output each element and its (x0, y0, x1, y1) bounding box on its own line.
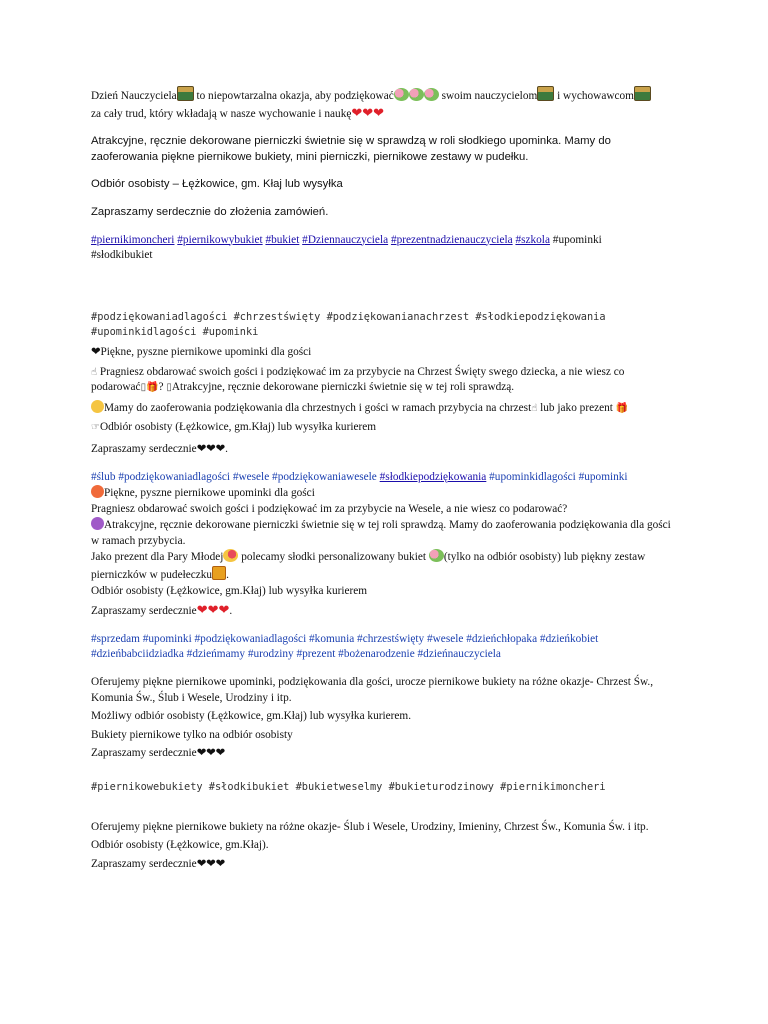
teacher-emoji-icon (537, 86, 554, 101)
s3-hashtags (91, 470, 676, 486)
s5-line-1: Oferujemy piękne piernikowe bukiety na różne okazje- Ślub i Wesele, Urodziny, Imieniny, Chrzest Św., Komunia Św. i itp. (91, 820, 649, 833)
s3-line-1 (91, 485, 676, 502)
hashtags-line-1 (91, 233, 676, 264)
couple-kiss-emoji-icon (223, 549, 238, 562)
s2-line-4 (91, 420, 676, 436)
heart-icon: ❤ (91, 345, 101, 358)
hand-icon: ☝ (91, 366, 98, 378)
hashtags-mono-1: #podziękowaniadlagości #chrzestświęty #podziękowanianachrzest #słodkiepodziękowania #upominkidlagości #upominki (91, 310, 606, 339)
paragraph-pickup: Odbiór osobisty – Łężkowice, gm. Kłaj lub wysyłka (91, 178, 343, 191)
text: . (226, 569, 229, 582)
text: Odbiór osobisty (Łężkowice, gm.Kłaj) lub wysyłka kurierem (99, 421, 377, 434)
hashtag-text: #podziękowaniadlagości (118, 470, 230, 483)
s3-line-4 (91, 549, 676, 583)
red-hearts-icon: ❤❤❤ (351, 104, 385, 120)
text: za cały trud, który wkładają w nasze wychowanie i naukę (91, 107, 352, 120)
text: . (225, 442, 228, 455)
black-hearts-icon: ❤❤❤ (196, 857, 226, 870)
s2-line-2 (91, 365, 676, 396)
s3-line-3 (91, 517, 676, 549)
bouquet-emoji-icon (429, 549, 444, 562)
gift-symbol-icon: 🎁 (615, 402, 629, 414)
s3-line-6 (91, 602, 676, 620)
box-symbol-icon: ▯ (140, 382, 147, 394)
hashtags-mono-2: #piernikowebukiety #słodkibukiet #bukietweselmy #bukieturodzinowy #piernikimoncheri (91, 781, 606, 793)
text: ? (158, 381, 167, 394)
gift-symbol-icon: 🎁 (146, 382, 159, 394)
text: Piękne, pyszne piernikowe upominki dla gości (100, 345, 312, 358)
text: Atrakcyjne, ręcznie dekorowane pierniczki świetnie się w tej roli sprawdzą. (171, 381, 515, 394)
paragraph-teachers-day (91, 86, 676, 122)
hashtag-text: #upominki (552, 233, 602, 246)
hashtag-text: #wesele (232, 470, 270, 483)
hashtag-text: #upominki (578, 470, 628, 483)
text: swoim nauczycielom (438, 90, 538, 102)
flower-emoji-icon (424, 88, 439, 101)
hashtag-link[interactable]: #piernikowybukiet (177, 233, 263, 246)
hashtag-link[interactable]: #prezentnadzienauczyciela (390, 233, 513, 246)
s2-line-5 (91, 442, 676, 458)
teacher-emoji-icon (634, 86, 651, 101)
s2-line-3 (91, 400, 676, 417)
text: Zapraszamy serdecznie (91, 605, 197, 618)
text: lub jako prezent (537, 401, 616, 414)
s4-line-4 (91, 746, 676, 762)
s3-line-5: Odbiór osobisty (Łężkowice, gm.Kłaj) lub wysyłka kurierem (91, 584, 368, 597)
text: . (229, 605, 233, 618)
text: Dzień Nauczyciela (91, 90, 177, 102)
s4-line-1: Oferujemy piękne piernikowe upominki, podziękowania dla gości, urocze piernikowe bukiety na różne okazje- Chrzest Św., Komunia Św., Ślub i Wesele, Urodziny i itp. (91, 676, 654, 704)
hashtag-link[interactable]: #Dziennauczyciela (302, 233, 389, 246)
hashtag-text: #ślub (91, 470, 116, 483)
hashtag-link[interactable]: #piernikimoncheri (91, 233, 175, 246)
text: Pragniesz obdarować swoich gości i podziękować im za przybycie na Chrzest Święty swego dziecka, a nie wiesz co podarować (91, 365, 625, 394)
paragraph-invite: Zapraszamy serdecznie do złożenia zamówień. (91, 205, 329, 218)
text: Piękne, pyszne piernikowe upominki dla gości (104, 487, 315, 500)
s3-line-2: Pragniesz obdarować swoich gości i podziękować im za przybycie na Wesele, a nie wiesz co podarować? (91, 502, 568, 515)
text: to niepowtarzalna okazja, aby podziękować (193, 90, 394, 102)
hashtag-link[interactable]: #szkola (515, 233, 550, 246)
hashtag-link[interactable]: #słodkiepodziękowania (379, 470, 487, 483)
hashtag-text: #słodkibukiet (91, 249, 153, 262)
teacher-emoji-icon (177, 86, 194, 101)
flower-emoji-icon (409, 88, 424, 101)
hashtag-link[interactable]: #bukiet (265, 233, 300, 246)
text: Zapraszamy serdecznie (91, 442, 197, 455)
s4-hashtags: #sprzedam #upominki #podziękowaniadlagości #komunia #chrzestświęty #wesele #dzieńchłopaka #dzieńkobiet #dzieńbabciidziadka #dzieńmamy #urodziny #prezent #bożenarodzenie #dzieńnauczyciela (91, 632, 599, 661)
smiling-devil-emoji-icon (91, 517, 104, 530)
hashtag-text: #upominkidlagości (489, 470, 576, 483)
s4-line-2: Możliwy odbiór osobisty (Łężkowice, gm.Kłaj) lub wysyłka kurierem. (91, 710, 412, 723)
text: Atrakcyjne, ręcznie dekorowane pierniczki świetnie się w tej roli sprawdzą. Mamy do zaoferowania podziękowania dla gości w ramach przybycia. (91, 519, 671, 547)
gift-emoji-icon (212, 566, 226, 580)
pointer-icon: ☞ (91, 422, 100, 434)
text: Zapraszamy serdecznie (91, 857, 197, 870)
black-hearts-icon: ❤❤❤ (196, 747, 226, 760)
s2-line-1 (91, 345, 676, 361)
box-symbol-icon: ▯ (166, 382, 172, 394)
text: i wychowawcom (554, 90, 634, 102)
s4-line-3: Bukiety piernikowe tylko na odbiór osobisty (91, 728, 293, 741)
black-hearts-icon: ❤❤❤ (196, 442, 226, 455)
heart-eyes-emoji-icon (91, 485, 104, 498)
text: Mamy do zaoferowania podziękowania dla chrzestnych i gości w ramach przybycia na chrzest (104, 401, 532, 414)
text: (tylko na odbiór osobisty) lub piękny zestaw pierniczków w pudełeczku (91, 551, 646, 582)
smile-emoji-icon (91, 400, 104, 413)
text: Jako prezent dla Pary Młodej (91, 551, 224, 564)
s5-line-3 (91, 857, 676, 873)
s5-line-2: Odbiór osobisty (Łężkowice, gm.Kłaj). (91, 839, 269, 852)
paragraph-offer: Atrakcyjne, ręcznie dekorowane pierniczki świetnie się w sprawdzą w roli słodkiego upominka. Mamy do zaoferowania piękne piernikowe bukiety, mini pierniczki, piernikowe zestawy w pudełku. (91, 135, 611, 163)
hand-icon: ☝ (531, 402, 538, 414)
red-hearts-icon: ❤❤❤ (196, 602, 230, 618)
flower-emoji-icon (394, 88, 409, 101)
document-page (91, 86, 676, 872)
hashtag-text: #podziękowaniawesele (272, 470, 377, 483)
text: polecamy słodki personalizowany bukiet (238, 551, 429, 564)
text: Zapraszamy serdecznie (91, 747, 197, 760)
